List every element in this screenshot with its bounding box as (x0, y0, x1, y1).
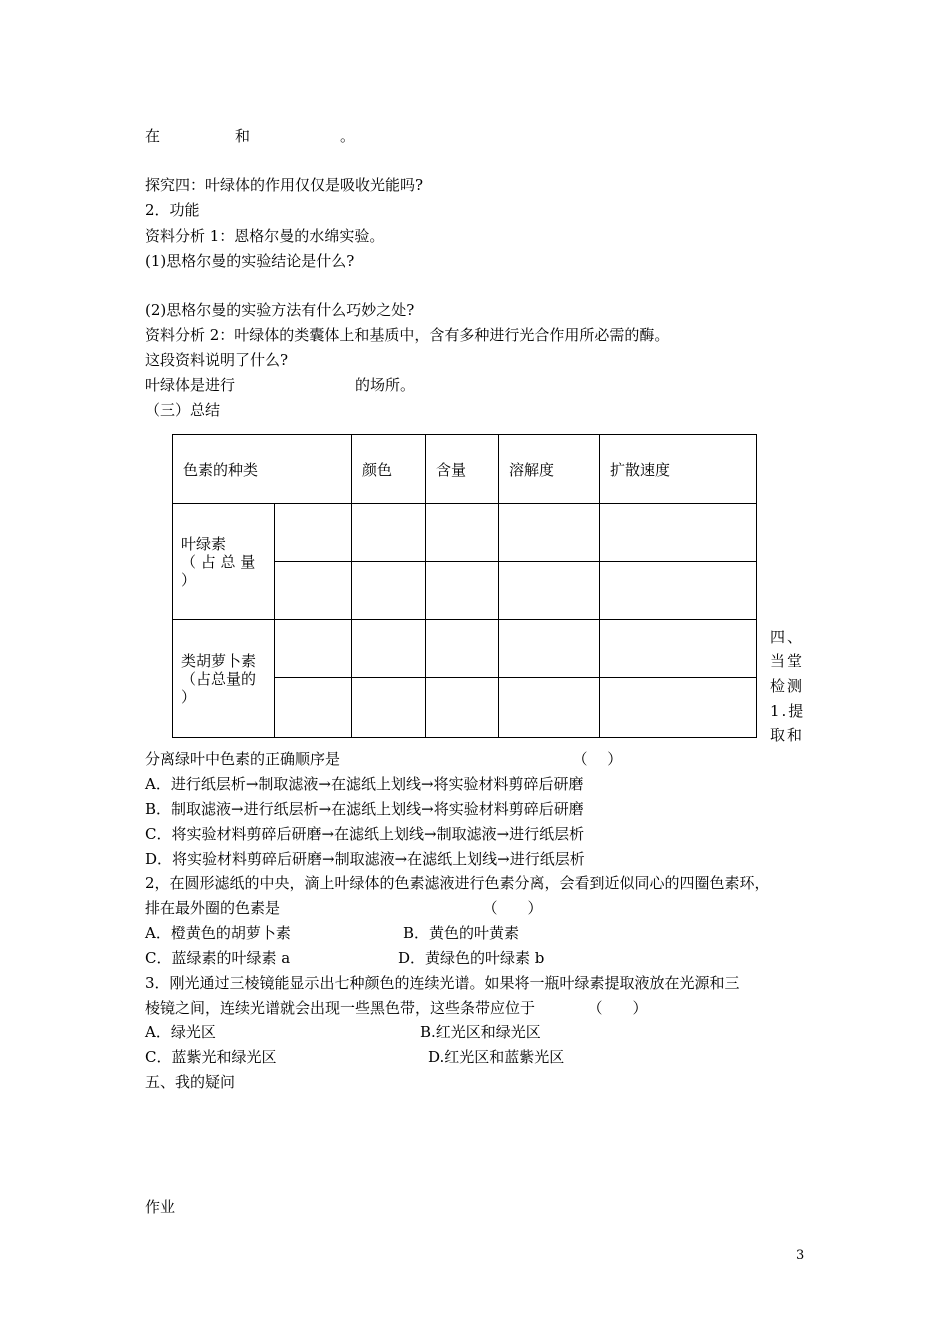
q1-option-b: B．制取滤液→进行纸层析→在滤纸上划线→将实验材料剪碎后研磨 (145, 800, 584, 818)
question-3: 这段资料说明了什么? (145, 351, 289, 369)
q3-stem-line1: 3．刚光通过三棱镜能显示出七种颜色的连续光谱。如果将一瓶叶绿素提取液放在光源和三 (145, 974, 740, 992)
q2-option-a: A．橙黄色的胡萝卜素 (145, 924, 291, 942)
table-cell (600, 620, 757, 678)
table-cell (352, 678, 426, 738)
table-cell (426, 678, 499, 738)
q3-option-c: C．蓝紫光和绿光区 (145, 1048, 277, 1066)
material-analysis-2: 资料分析 2：叶绿体的类囊体上和基质中，含有多种进行光合作用所必需的酶。 (145, 326, 670, 344)
function-heading: 2．功能 (145, 201, 200, 219)
fill-blank-line: 在 和 。 (145, 127, 356, 145)
question-1: (1)思格尔曼的实验结论是什么? (145, 252, 355, 270)
table-header-row (173, 435, 757, 504)
section-five-heading: 五、我的疑问 (145, 1073, 236, 1091)
pigment-summary-table (172, 434, 757, 738)
table-cell (499, 562, 600, 620)
material-analysis-1: 资料分析 1：恩格尔曼的水绵实验。 (145, 227, 385, 245)
side-text: 1.提 (770, 702, 806, 720)
table-cell (352, 620, 426, 678)
table-cell (426, 620, 499, 678)
table-cell (352, 562, 426, 620)
side-text: 当堂 (770, 652, 805, 670)
table-cell (274, 504, 351, 562)
table-cell (274, 562, 351, 620)
table-cell (426, 504, 499, 562)
q2-stem-line2: 排在最外圈的色素是 （ ） (145, 899, 543, 917)
side-text: 取和 (770, 726, 805, 744)
table-cell (352, 504, 426, 562)
header-color: 颜色 (352, 435, 426, 504)
table-cell (499, 620, 600, 678)
row-label-carotenoid: 类胡萝卜素 （占总量的 ） (173, 620, 275, 738)
homework-heading: 作业 (145, 1198, 176, 1216)
side-text: 检测 (770, 677, 805, 695)
q2-option-c: C．蓝绿素的叶绿素 a (145, 949, 291, 967)
table-cell (600, 504, 757, 562)
q1-option-a: A．进行纸层析→制取滤液→在滤纸上划线→将实验材料剪碎后研磨 (145, 775, 584, 793)
q1-option-d: D．将实验材料剪碎后研磨→制取滤液→在滤纸上划线→进行纸层析 (145, 850, 585, 868)
q3-option-d: D.红光区和蓝紫光区 (428, 1048, 565, 1066)
q3-stem-line2: 棱镜之间，连续光谱就会出现一些黑色带，这些条带应位于 （ ） (145, 999, 648, 1017)
inquiry-four-heading: 探究四：叶绿体的作用仅仅是吸收光能吗? (145, 176, 424, 194)
table-cell (499, 678, 600, 738)
table-cell (274, 678, 351, 738)
q2-option-d: D．黄绿色的叶绿素 b (398, 949, 545, 967)
header-pigment-type: 色素的种类 (173, 435, 352, 504)
header-content: 含量 (426, 435, 499, 504)
table-cell (600, 678, 757, 738)
table-cell (426, 562, 499, 620)
table-row (173, 620, 757, 678)
summary-heading: （三）总结 (145, 401, 221, 419)
q2-option-b: B．黄色的叶黄素 (403, 924, 520, 942)
header-diffusion-speed: 扩散速度 (600, 435, 757, 504)
q1-option-c: C．将实验材料剪碎后研磨→在滤纸上划线→制取滤液→进行纸层析 (145, 825, 585, 843)
table-row (173, 504, 757, 562)
chloroplast-fill-blank: 叶绿体是进行 的场所。 (145, 376, 416, 394)
side-text: 四、 (770, 628, 805, 646)
page-number: 3 (796, 1248, 805, 1263)
q1-stem: 分离绿叶中色素的正确顺序是 （ ） (145, 750, 623, 768)
q3-option-a: A．绿光区 (145, 1023, 216, 1041)
row-label-chlorophyll: 叶绿素 （ 占 总 量 ） (173, 504, 275, 620)
question-2: (2)思格尔曼的实验方法有什么巧妙之处? (145, 301, 415, 319)
q2-stem-line1: 2，在圆形滤纸的中央，滴上叶绿体的色素滤液进行色素分离，会看到近似同心的四圈色素环， (145, 874, 770, 892)
header-solubility: 溶解度 (499, 435, 600, 504)
table-cell (600, 562, 757, 620)
q3-option-b: B.红光区和绿光区 (420, 1023, 541, 1041)
table-cell (499, 504, 600, 562)
table-cell (274, 620, 351, 678)
